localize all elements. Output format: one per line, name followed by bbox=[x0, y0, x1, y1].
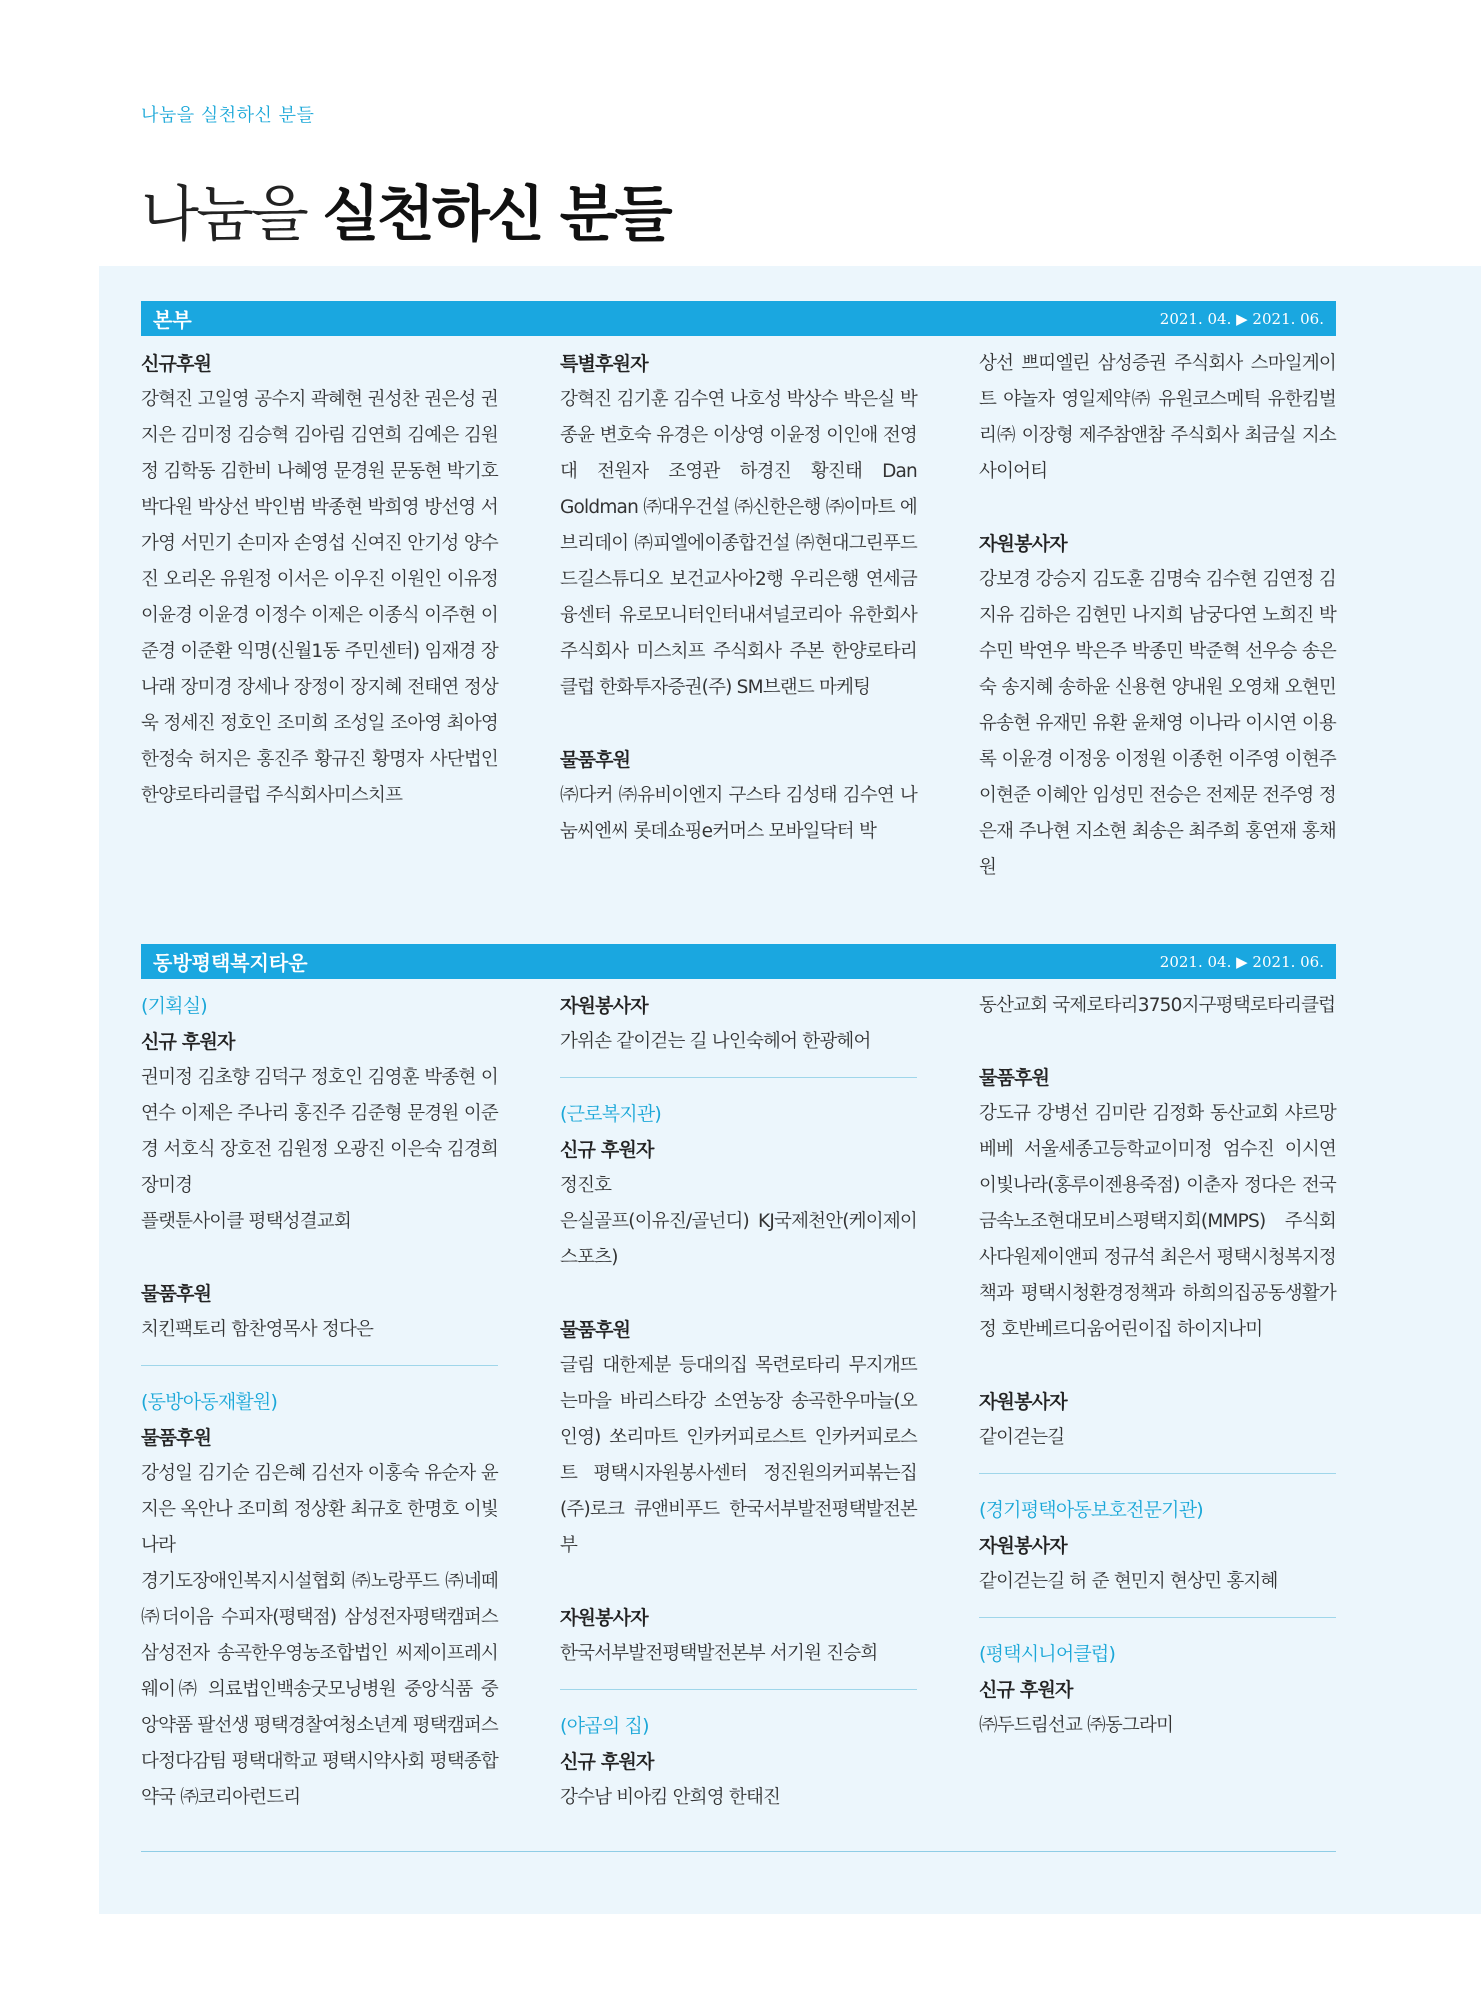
section-date: 2021. 04. ▶ 2021. 06. bbox=[1159, 309, 1324, 328]
special-sponsor-list: 강혁진 김기훈 김수연 나호성 박상수 박은실 박종윤 변호숙 유경은 이상영 이윤정 이인애 전영대 전원자 조영관 하경진 황진태 Dan Goldman ㈜대우건설 ㈜신한은행 ㈜이마트 에브리데이 ㈜피엘에이종합건설 ㈜현대그린푸드 드길스튜디오 보건교사아2행 우리은행 연세금융센터 유로모니터인터내셔널코리아 유한회사 주식회사 미스치프 주식회사 주본 한양로타리클럽 한화투자증권(주) SM브랜드 마케팅 bbox=[560, 389, 917, 698]
volunteer-list: 같이걷는길 bbox=[979, 1427, 1065, 1448]
subsection-title: (근로복지관) bbox=[560, 1103, 661, 1125]
volunteer-list: 강보경 강승지 김도훈 김명숙 김수현 김연정 김지유 김하은 김현민 나지희 남궁다연 노희진 박수민 박연우 박은주 박종민 박준혁 선우승 송은숙 송지혜 송하윤 신용현 양내원 오영채 오현민 유송현 유재민 유환 윤채영 이나라 이시연 이용록 이윤경 이정웅 이정원 이종헌 이주영 이현주 이현준 이혜안 임성민 전승은 전제문 전주영 정은재 주나현 지소현 최송은 최주희 홍연재 홍채원 bbox=[979, 569, 1336, 878]
divider bbox=[979, 1617, 1336, 1618]
new-sponsor-label: 신규 후원자 bbox=[560, 1139, 654, 1161]
new-sponsor-label: 신규 후원자 bbox=[560, 1751, 654, 1773]
sponsor-list-continued: 동산교회 국제로타리3750지구평택로타리클럽 bbox=[979, 995, 1336, 1016]
new-sponsor-label: 신규 후원자 bbox=[979, 1679, 1073, 1701]
goods-sponsor-list-continued: 상선 쁘띠엘린 삼성증권 주식회사 스마일게이트 야놀자 영일제약㈜ 유원코스메틱 유한킴벌리㈜ 이장형 제주참앤참 주식회사 최금실 지소사이어티 bbox=[979, 353, 1336, 482]
subsection-title: (평택시니어클럽) bbox=[979, 1643, 1116, 1665]
bottom-divider bbox=[141, 1851, 1336, 1852]
section-date: 2021. 04. ▶ 2021. 06. bbox=[1159, 952, 1324, 971]
volunteer-label: 자원봉사자 bbox=[979, 1391, 1067, 1413]
new-sponsor-list: 권미정 김초향 김덕구 정호인 김영훈 박종현 이연수 이제은 주나리 홍진주 김준형 문경원 이준경 서호식 장호전 김원정 오광진 이은숙 김경희 장미경 bbox=[141, 1067, 498, 1196]
new-sponsor-list-2: 은실골프(이유진/골넌디) KJ국제천안(케이제이스포츠) bbox=[560, 1211, 917, 1268]
section-bar-hq bbox=[141, 301, 1336, 336]
goods-sponsor-label: 물품후원 bbox=[560, 749, 631, 771]
section-title: 동방평택복지타운 bbox=[153, 951, 308, 975]
page-title-light: 나눔을 bbox=[141, 180, 306, 250]
volunteer-list: 한국서부발전평택발전본부 서기원 진승희 bbox=[560, 1643, 878, 1664]
goods-sponsor-list-2: 경기도장애인복지시설협회 ㈜노랑푸드 ㈜네떼 ㈜더이음 수피자(평택점) 삼성전자평택캠퍼스 삼성전자 송곡한우영농조합법인 씨제이프레시웨이㈜ 의료법인백송굿모닝병원 중앙식품 중앙약품 팔선생 평택경찰여청소년계 평택캠퍼스다정다감팀 평택대학교 평택시약사회 평택종합약국 ㈜코리아런드리 bbox=[141, 1571, 498, 1808]
goods-sponsor-list: 치킨팩토리 함찬영목사 정다은 bbox=[141, 1319, 374, 1340]
volunteer-label: 자원봉사자 bbox=[560, 995, 648, 1017]
special-sponsor-label: 특별후원자 bbox=[560, 353, 648, 375]
section-title: 본부 bbox=[153, 308, 192, 332]
new-sponsor-list: ㈜두드림선교 ㈜동그라미 bbox=[979, 1715, 1174, 1736]
subsection-title: (야곱의 집) bbox=[560, 1715, 649, 1737]
volunteer-label: 자원봉사자 bbox=[979, 533, 1067, 555]
new-sponsor-list: 정진호 bbox=[560, 1175, 612, 1196]
volunteer-label: 자원봉사자 bbox=[560, 1607, 648, 1629]
new-sponsor-list-2: 플랫툰사이클 평택성결교회 bbox=[141, 1211, 351, 1232]
hq-column-3 bbox=[979, 346, 1336, 886]
subsection-title: (동방아동재활원) bbox=[141, 1391, 278, 1413]
volunteer-list: 가위손 같이걷는 길 나인숙헤어 한광헤어 bbox=[560, 1031, 871, 1052]
divider bbox=[979, 1473, 1336, 1474]
divider bbox=[141, 1365, 498, 1366]
goods-sponsor-label: 물품후원 bbox=[141, 1283, 212, 1305]
page-title-bold: 실천하신 분들 bbox=[321, 180, 670, 250]
page-title bbox=[141, 175, 670, 255]
divider bbox=[560, 1689, 917, 1690]
new-sponsor-label: 신규후원 bbox=[141, 353, 212, 375]
new-sponsor-list: 강혁진 고일영 공수지 곽혜현 권성찬 권은성 권지은 김미정 김승혁 김아림 김연희 김예은 김원정 김학동 김한비 나혜영 문경원 문동현 박기호 박다원 박상선 박인범 박종현 박희영 방선영 서가영 서민기 손미자 손영섭 신여진 안기성 양수진 오리온 유원정 이서은 이우진 이원인 이유정 이윤경 이윤경 이정수 이제은 이종식 이주현 이준경 이준환 익명(신월1동 주민센터) 임재경 장나래 장미경 장세나 장정이 장지혜 전태연 정상욱 정세진 정호인 조미희 조성일 조아영 최아영 한정숙 허지은 홍진주 황규진 황명자 사단법인한양로타리클럽 주식회사미스치프 bbox=[141, 389, 498, 806]
new-sponsor-list: 강수남 비아킴 안희영 한태진 bbox=[560, 1787, 781, 1808]
goods-sponsor-label: 물품후원 bbox=[560, 1319, 631, 1341]
divider bbox=[560, 1077, 917, 1078]
volunteer-label: 자원봉사자 bbox=[979, 1535, 1067, 1557]
header-small-title: 나눔을 실천하신 분들 bbox=[141, 105, 315, 126]
goods-sponsor-list: 강도규 강병선 김미란 김정화 동산교회 샤르망베베 서울세종고등학교이미정 엄수진 이시연 이빛나라(홍루이젠용죽점) 이춘자 정다은 전국금속노조현대모비스평택지회(MMPS) 주식회사다원제이앤피 정규석 최은서 평택시청복지정책과 평택시청환경정책과 하희의집공동생활가정 호반베르디움어린이집 하이지나미 bbox=[979, 1103, 1336, 1340]
dongbang-column-3 bbox=[979, 988, 1336, 1744]
goods-sponsor-list: 강성일 김기순 김은혜 김선자 이홍숙 유순자 윤지은 옥안나 조미희 정상환 최규호 한명호 이빛나라 bbox=[141, 1463, 498, 1556]
hq-column-1 bbox=[141, 346, 498, 814]
volunteer-list: 같이걷는길 허 준 현민지 현상민 홍지혜 bbox=[979, 1571, 1278, 1592]
goods-sponsor-list: 글림 대한제분 등대의집 목련로타리 무지개뜨는마을 바리스타강 소연농장 송곡한우마늘(오인영) 쏘리마트 인카커피로스트 인카커피로스트 평택시자원봉사센터 정진원의커피볶는집 (주)로크 큐앤비푸드 한국서부발전평택발전본부 bbox=[560, 1355, 917, 1556]
goods-sponsor-label: 물품후원 bbox=[979, 1067, 1050, 1089]
new-sponsor-label: 신규 후원자 bbox=[141, 1031, 235, 1053]
hq-column-2 bbox=[560, 346, 917, 850]
subsection-title: (기획실) bbox=[141, 995, 207, 1017]
subsection-title: (경기평택아동보호전문기관) bbox=[979, 1499, 1203, 1521]
dongbang-column-1 bbox=[141, 988, 498, 1816]
section-bar-dongbang bbox=[141, 944, 1336, 979]
goods-sponsor-label: 물품후원 bbox=[141, 1427, 212, 1449]
goods-sponsor-list: ㈜다커 ㈜유비이엔지 구스타 김성태 김수연 나눔씨엔씨 롯데쇼핑e커머스 모바일닥터 박 bbox=[560, 785, 917, 842]
dongbang-column-2 bbox=[560, 988, 917, 1816]
